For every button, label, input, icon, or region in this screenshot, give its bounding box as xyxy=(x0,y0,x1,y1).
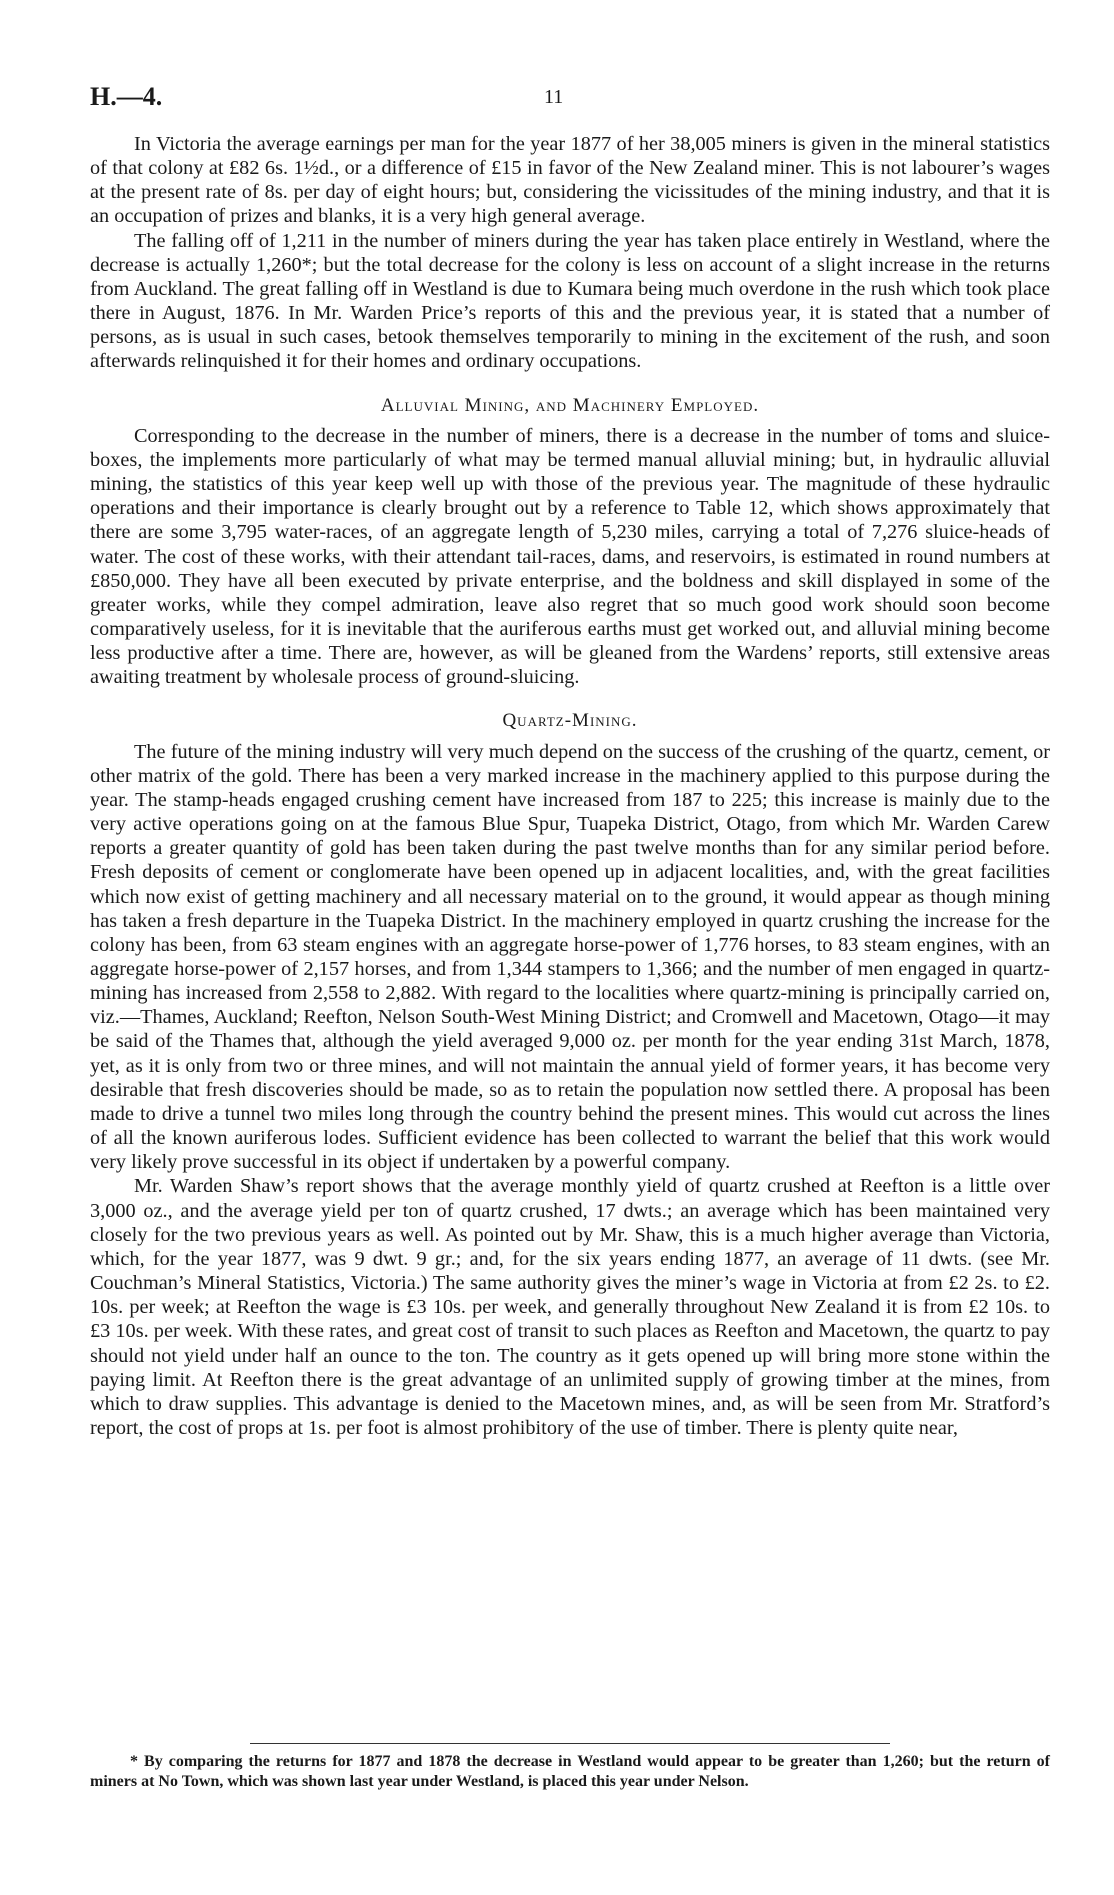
footnote-divider xyxy=(90,1743,1050,1747)
footnote xyxy=(90,1752,1050,1792)
document-body xyxy=(90,132,1050,1440)
paragraph-warden-shaw: Mr. Warden Shaw’s report shows that the average monthly yield of quartz crushed at Reefton is a little over 3,000 oz., and the average yield per ton of quartz crushed, 17 dwts.; an average which has been maintained very closely for the two previous years as well. As pointed out by Mr. Shaw, this is a much higher average than Victoria, which, for the year 1877, was 9 dwt. 9 gr.; and, for the six years ending 1877, an average of 11 dwts. (see Mr. Couchman’s Mineral Statistics, Victoria.) The same authority gives the miner’s wage in Victoria at from £2 2s. to £2. 10s. per week; at Reefton the wage is £3 10s. per week, and generally throughout New Zealand it is from £2 10s. to £3 10s. per week. With these rates, and great cost of transit to such places as Reefton and Macetown, the quartz to pay should not yield under half an ounce to the ton. The country as it gets opened up will bring more stone within the paying limit. At Reefton there is the great advantage of an unlimited supply of growing timber at the mines, from which to draw supplies. This advantage is denied to the Macetown mines, and, as will be seen from Mr. Stratford’s report, the cost of props at 1s. per foot is almost prohibitory of the use of timber. There is plenty quite near, xyxy=(90,1175,1050,1439)
document-code: H.—4. xyxy=(90,82,163,111)
page-number: 11 xyxy=(544,86,564,108)
footnote-text: * By comparing the returns for 1877 and 1878 the decrease in Westland would appear to be greater than 1,260; but the return of miners at No Town, which was shown last year under Westland, is placed this year under Nelson. xyxy=(90,1753,1050,1790)
section-heading-alluvial-mining: Alluvial Mining, and Machinery Employed. xyxy=(380,394,760,416)
paragraph-alluvial-mining: Corresponding to the decrease in the number of miners, there is a decrease in the number of toms and sluice-boxes, the implements more particularly of what may be termed manual alluvial mining; but, in hydraulic alluvial mining, the statistics of this year keep well up with those of the previous year. The magnitude of these hydraulic operations and their importance is clearly brought out by a reference to Table 12, which shows approximately that there are some 3,795 water-races, of an aggregate length of 5,230 miles, carrying a total of 7,276 sluice-heads of water. The cost of these works, with their attendant tail-races, dams, and reservoirs, is estimated in round numbers at £850,000. They have all been executed by private enterprise, and the boldness and skill displayed in some of the greater works, while they compel admiration, leave also regret that so much good work should soon become comparatively useless, for it is inevitable that the auriferous earths must get worked out, and alluvial mining become less productive after a time. There are, however, as will be gleaned from the Wardens’ reports, still extensive areas awaiting treatment by wholesale process of ground-sluicing. xyxy=(90,424,1050,689)
paragraph-falling-off: The falling off of 1,211 in the number of miners during the year has taken place entirely in Westland, where the decrease is actually 1,260*; but the total decrease for the colony is less on account of a slight increase in the returns from Auckland. The great falling off in Westland is due to Kumara being much overdone in the rush which took place there in August, 1876. In Mr. Warden Price’s reports of this and the previous year, it is stated that a number of persons, as is usual in such cases, betook themselves temporarily to mining in the excitement of the rush, and soon afterwards relinquished it for their homes and ordinary occupations. xyxy=(90,229,1050,373)
section-heading-quartz-mining: Quartz-Mining. xyxy=(502,710,638,732)
paragraph-quartz-future: The future of the mining industry will very much depend on the success of the crushing of the quartz, cement, or other matrix of the gold. There has been a very marked increase in the machinery applied to this purpose during the year. The stamp-heads engaged crushing cement have increased from 187 to 225; this increase is mainly due to the very active operations going on at the famous Blue Spur, Tuapeka District, Otago, from which Mr. Warden Carew reports a greater quantity of gold has been taken during the past twelve months than for any similar period before. Fresh deposits of cement or conglomerate have been opened up in adjacent localities, and, with the great facilities which now exist of getting machinery and all necessary material on to the ground, it would appear as though mining has taken a fresh departure in the Tuapeka District. In the machinery employed in quartz crushing the increase for the colony has been, from 63 steam engines with an aggregate horse-power of 1,776 horses, to 83 steam engines, with an aggregate horse-power of 2,157 horses, and from 1,344 stampers to 1,366; and the number of men engaged in quartz-mining has increased from 2,558 to 2,882. With regard to the localities where quartz-mining is principally carried on, viz.—Thames, Auckland; Reefton, Nelson South-West Mining District; and Cromwell and Macetown, Otago—it may be said of the Thames that, although the yield averaged 9,000 oz. per month for the year ending 31st March, 1878, yet, as it is only from two or three mines, and will not maintain the annual yield of former years, it has become very desirable that fresh discoveries should be made, so as to retain the population now settled there. A proposal has been made to drive a tunnel two miles long through the country behind the present mines. This would cut across the lines of all the known auriferous lodes. Sufficient evidence has been collected to warrant the belief that this work would very likely prove successful in its object if undertaken by a powerful company. xyxy=(90,740,1050,1174)
paragraph-victoria-earnings: In Victoria the average earnings per man for the year 1877 of her 38,005 miners is given in the mineral statistics of that colony at £82 6s. 1½d., or a difference of £15 in favor of the New Zealand miner. This is not labourer’s wages at the present rate of 8s. per day of eight hours; but, considering the vicissitudes of the mining industry, and that it is an occupation of prizes and blanks, it is a very high general average. xyxy=(90,133,1050,228)
page-header xyxy=(90,82,1050,112)
